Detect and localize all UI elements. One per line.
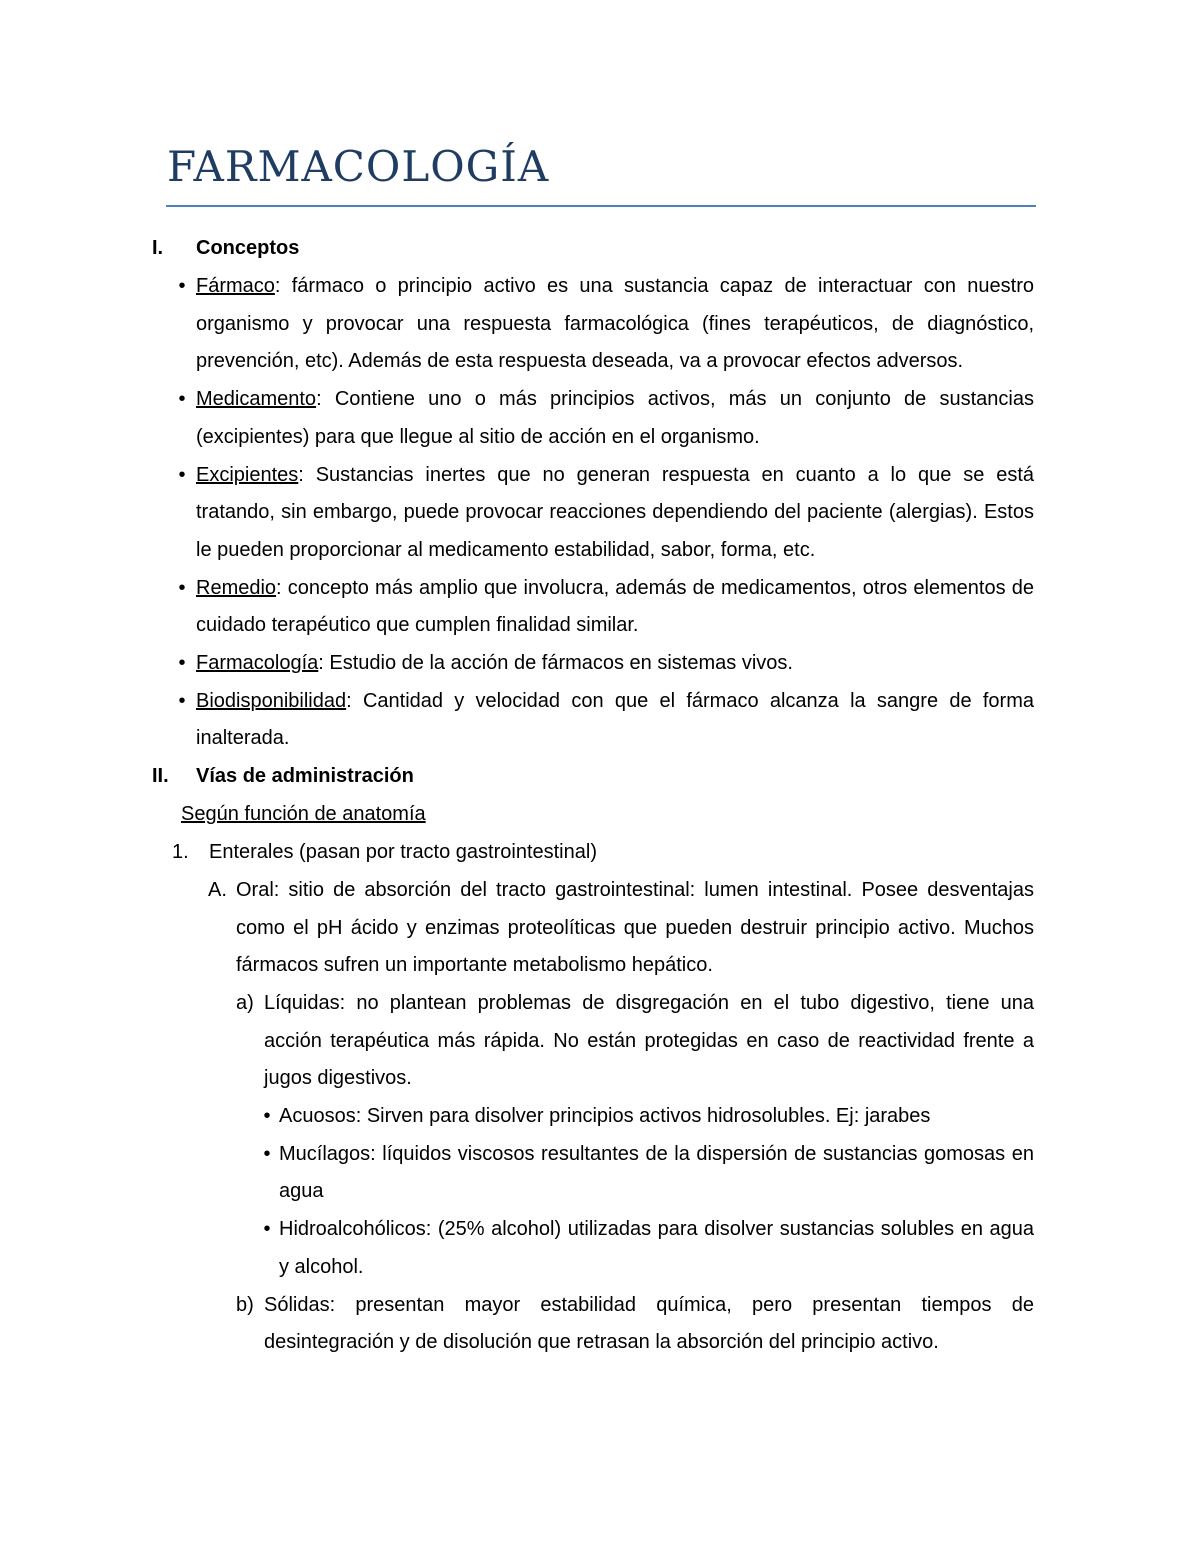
- section-number: I.: [152, 237, 164, 259]
- concept-term: Remedio: [196, 576, 277, 599]
- section-title: Vías de administración: [196, 765, 414, 788]
- concept-definition: : Contiene uno o más principios activos, más un conjunto de sustancias (excipientes) para que llegue al sitio de acción en el organismo.: [196, 388, 1034, 448]
- section-number: II.: [152, 765, 169, 788]
- title-underline: [166, 205, 1036, 207]
- subsection-title: Según función de anatomía: [181, 803, 426, 826]
- route-text: Oral: sitio de absorción del tracto gastrointestinal: lumen intestinal. Posee desventajas como el pH ácido y enzimas proteolíticas que pueden destruir principio activo. Muchos fármacos sufren un importante metabolismo hepático.: [236, 878, 1034, 977]
- concept-definition: : concepto más amplio que involucra, además de medicamentos, otros elementos de cuidado terapéutico que cumplen finalidad similar.: [196, 576, 1034, 637]
- list-number: 1.: [172, 841, 189, 864]
- concept-biodisponibilidad: [178, 683, 1034, 758]
- subsection-heading: [181, 796, 1200, 834]
- page-title: FARMACOLOGÍA: [167, 142, 550, 191]
- document-body: [0, 230, 1200, 1362]
- concept-definition: : Sustancias inertes que no generan respuesta en cuanto a lo que se está tratando, sin embargo, puede provocar reacciones dependiendo del paciente (alergias). Estos le pueden proporcionar al medicamento estabilidad, sabor, forma, etc.: [196, 463, 1034, 561]
- route-oral: [208, 872, 1034, 985]
- concept-remedio: [178, 570, 1034, 645]
- section-title: Conceptos: [196, 237, 300, 259]
- concept-farmaco: [178, 268, 1034, 381]
- form-solidas: [236, 1287, 1034, 1362]
- concept-term: Excipientes: [196, 463, 299, 486]
- liquid-type-text: Acuosos: Sirven para disolver principios activos hidrosolubles. Ej: jarabes: [279, 1105, 931, 1128]
- form-liquidas: [236, 985, 1034, 1098]
- concept-medicamento: [178, 381, 1034, 456]
- liquid-type-hidroalcoholicos: [263, 1211, 1034, 1286]
- liquid-type-text: Hidroalcohólicos: (25% alcohol) utilizadas para disolver sustancias solubles en agua y alcohol.: [279, 1218, 1034, 1278]
- concept-definition: : Cantidad y velocidad con que el fármaco alcanza la sangre de forma inalterada.: [196, 689, 1034, 750]
- bullet-icon: •: [178, 689, 186, 712]
- liquid-type-acuosos: [263, 1098, 1034, 1136]
- liquid-type-mucilagos: [263, 1136, 1034, 1211]
- concept-definition: : Estudio de la acción de fármacos en sistemas vivos.: [318, 652, 793, 675]
- bullet-icon: •: [178, 388, 186, 411]
- bullet-icon: •: [263, 1105, 271, 1128]
- section-heading-conceptos: [0, 230, 1200, 268]
- list-letter: a): [236, 991, 254, 1014]
- form-text: Líquidas: no plantean problemas de disgregación en el tubo digestivo, tiene una acción terapéutica más rápida. No están protegidas en caso de reactividad frente a jugos digestivos.: [264, 991, 1034, 1090]
- bullet-icon: •: [178, 275, 186, 297]
- bullet-icon: •: [263, 1218, 271, 1241]
- liquid-type-text: Mucílagos: líquidos viscosos resultantes de la dispersión de sustancias gomosas en agua: [279, 1142, 1034, 1203]
- concept-term: Fármaco: [196, 275, 275, 297]
- form-text: Sólidas: presentan mayor estabilidad química, pero presentan tiempos de desintegración y de disolución que retrasan la absorción del principio activo.: [264, 1293, 1034, 1354]
- list-letter: A.: [208, 878, 227, 901]
- concept-term: Biodisponibilidad: [196, 689, 347, 712]
- bullet-icon: •: [178, 463, 186, 486]
- concept-term: Medicamento: [196, 388, 317, 411]
- bullet-icon: •: [178, 576, 186, 599]
- section-heading-vias: [0, 758, 1200, 796]
- bullet-icon: •: [263, 1142, 271, 1165]
- concept-farmacologia: [178, 645, 1034, 683]
- route-text: Enterales (pasan por tracto gastrointestinal): [209, 841, 597, 864]
- concept-definition: : fármaco o principio activo es una sustancia capaz de interactuar con nuestro organismo y provocar una respuesta farmacológica (fines terapéuticos, de diagnóstico, prevención, etc). Además de esta respuesta deseada, va a provocar efectos adversos.: [196, 275, 1034, 373]
- route-enterales: [172, 834, 1034, 872]
- concept-excipientes: [178, 457, 1034, 570]
- bullet-icon: •: [178, 652, 186, 675]
- list-letter: b): [236, 1293, 254, 1316]
- concept-term: Farmacología: [196, 652, 319, 675]
